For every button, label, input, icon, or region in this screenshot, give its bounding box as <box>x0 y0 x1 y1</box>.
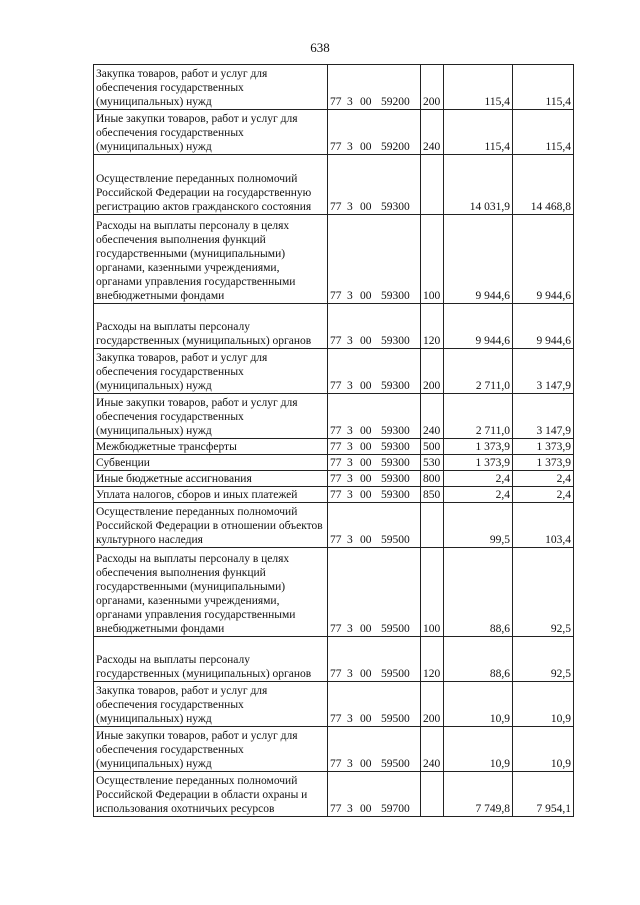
row-amount-year1: 88,6 <box>444 637 513 682</box>
row-name-cell <box>94 727 328 772</box>
code-direction: 59200 <box>381 96 410 108</box>
row-amount-year2: 115,4 <box>513 65 574 110</box>
table-row <box>94 439 574 455</box>
row-name-cell <box>94 215 328 304</box>
table-row <box>94 65 574 110</box>
row-name-cell <box>94 637 328 682</box>
row-name-cell <box>94 471 328 487</box>
row-amount-year2: 14 468,8 <box>513 155 574 215</box>
row-name: Расходы на выплаты персоналу в целях обеспечения выполнения функций государственными (муниципальными) органами, казенными учреждениями, органами управления государственными внебюджетными фондами <box>96 553 296 635</box>
code-program: 77 <box>330 758 342 770</box>
row-name-cell <box>94 772 328 817</box>
code-subprogram: 3 <box>347 201 353 213</box>
code-direction: 59500 <box>381 668 410 680</box>
code-direction: 59200 <box>381 141 410 153</box>
row-amount-year1: 7 749,8 <box>444 772 513 817</box>
code-group: 00 <box>360 380 372 392</box>
row-code-cell <box>328 682 421 727</box>
code-group: 00 <box>360 534 372 546</box>
code-program: 77 <box>330 335 342 347</box>
row-amount-year2: 10,9 <box>513 682 574 727</box>
row-expense-type: 200 <box>421 682 444 727</box>
code-group: 00 <box>360 141 372 153</box>
row-amount-year1: 2 711,0 <box>444 349 513 394</box>
table-row <box>94 727 574 772</box>
code-group: 00 <box>360 758 372 770</box>
row-name: Межбюджетные трансферты <box>96 441 237 453</box>
row-name: Иные бюджетные ассигнования <box>96 473 252 485</box>
row-code-cell <box>328 471 421 487</box>
code-group: 00 <box>360 96 372 108</box>
code-direction: 59300 <box>381 457 410 469</box>
code-group: 00 <box>360 335 372 347</box>
row-name-cell <box>94 455 328 471</box>
code-group: 00 <box>360 623 372 635</box>
row-name: Осуществление переданных полномочий Российской Федерации на государственную регистрацию актов гражданского состояния <box>96 173 312 213</box>
row-name: Иные закупки товаров, работ и услуг для обеспечения государственных (муниципальных) нужд <box>96 397 298 437</box>
row-amount-year2: 103,4 <box>513 503 574 548</box>
row-code-cell <box>328 439 421 455</box>
row-amount-year1: 99,5 <box>444 503 513 548</box>
row-expense-type: 120 <box>421 304 444 349</box>
row-code-cell <box>328 637 421 682</box>
row-code-cell <box>328 548 421 637</box>
row-name-cell <box>94 487 328 503</box>
row-expense-type: 120 <box>421 637 444 682</box>
code-group: 00 <box>360 489 372 501</box>
code-subprogram: 3 <box>347 489 353 501</box>
table-row <box>94 394 574 439</box>
code-subprogram: 3 <box>347 534 353 546</box>
row-name: Закупка товаров, работ и услуг для обеспечения государственных (муниципальных) нужд <box>96 68 268 108</box>
row-expense-type: 100 <box>421 215 444 304</box>
row-expense-type <box>421 503 444 548</box>
budget-table <box>93 64 574 817</box>
code-subprogram: 3 <box>347 441 353 453</box>
row-name: Иные закупки товаров, работ и услуг для обеспечения государственных (муниципальных) нужд <box>96 730 298 770</box>
code-direction: 59300 <box>381 489 410 501</box>
code-subprogram: 3 <box>347 425 353 437</box>
row-expense-type: 240 <box>421 727 444 772</box>
code-direction: 59700 <box>381 803 410 815</box>
row-amount-year1: 9 944,6 <box>444 304 513 349</box>
row-amount-year2: 1 373,9 <box>513 455 574 471</box>
row-amount-year1: 1 373,9 <box>444 439 513 455</box>
code-group: 00 <box>360 201 372 213</box>
row-code-cell <box>328 394 421 439</box>
row-name-cell <box>94 439 328 455</box>
row-code-cell <box>328 772 421 817</box>
code-group: 00 <box>360 425 372 437</box>
row-expense-type <box>421 155 444 215</box>
code-program: 77 <box>330 380 342 392</box>
code-subprogram: 3 <box>347 758 353 770</box>
row-amount-year2: 1 373,9 <box>513 439 574 455</box>
row-expense-type: 240 <box>421 394 444 439</box>
code-program: 77 <box>330 425 342 437</box>
row-expense-type: 500 <box>421 439 444 455</box>
code-direction: 59500 <box>381 534 410 546</box>
row-code-cell <box>328 727 421 772</box>
code-program: 77 <box>330 489 342 501</box>
row-name: Осуществление переданных полномочий Российской Федерации в отношении объектов культурного наследия <box>96 506 323 546</box>
row-expense-type <box>421 772 444 817</box>
code-program: 77 <box>330 713 342 725</box>
row-amount-year2: 3 147,9 <box>513 349 574 394</box>
code-direction: 59300 <box>381 473 410 485</box>
code-subprogram: 3 <box>347 290 353 302</box>
row-amount-year1: 14 031,9 <box>444 155 513 215</box>
table-row <box>94 772 574 817</box>
code-direction: 59300 <box>381 425 410 437</box>
table-row <box>94 215 574 304</box>
table-row <box>94 155 574 215</box>
row-expense-type: 240 <box>421 110 444 155</box>
row-name-cell <box>94 394 328 439</box>
row-code-cell <box>328 349 421 394</box>
row-name: Уплата налогов, сборов и иных платежей <box>96 489 298 501</box>
row-name: Расходы на выплаты персоналу государственных (муниципальных) органов <box>96 321 312 347</box>
code-program: 77 <box>330 623 342 635</box>
code-program: 77 <box>330 534 342 546</box>
row-name: Закупка товаров, работ и услуг для обеспечения государственных (муниципальных) нужд <box>96 685 268 725</box>
row-name: Расходы на выплаты персоналу в целях обеспечения выполнения функций государственными (муниципальными) органами, казенными учреждениями, органами управления государственными внебюджетными фондами <box>96 220 296 302</box>
code-program: 77 <box>330 201 342 213</box>
row-name-cell <box>94 503 328 548</box>
code-group: 00 <box>360 713 372 725</box>
table-row <box>94 455 574 471</box>
code-subprogram: 3 <box>347 96 353 108</box>
code-program: 77 <box>330 290 342 302</box>
code-program: 77 <box>330 96 342 108</box>
row-name-cell <box>94 349 328 394</box>
row-code-cell <box>328 110 421 155</box>
row-name-cell <box>94 304 328 349</box>
code-group: 00 <box>360 457 372 469</box>
row-amount-year2: 7 954,1 <box>513 772 574 817</box>
table-row <box>94 110 574 155</box>
code-subprogram: 3 <box>347 713 353 725</box>
row-expense-type: 850 <box>421 487 444 503</box>
code-group: 00 <box>360 473 372 485</box>
row-amount-year2: 92,5 <box>513 637 574 682</box>
row-name-cell <box>94 65 328 110</box>
code-program: 77 <box>330 473 342 485</box>
code-subprogram: 3 <box>347 803 353 815</box>
row-name: Субвенции <box>96 457 150 469</box>
row-name-cell <box>94 548 328 637</box>
code-direction: 59300 <box>381 290 410 302</box>
row-name-cell <box>94 110 328 155</box>
table-row <box>94 487 574 503</box>
row-amount-year1: 9 944,6 <box>444 215 513 304</box>
code-direction: 59300 <box>381 201 410 213</box>
row-amount-year1: 2,4 <box>444 487 513 503</box>
row-name: Закупка товаров, работ и услуг для обеспечения государственных (муниципальных) нужд <box>96 352 268 392</box>
row-amount-year1: 115,4 <box>444 65 513 110</box>
table-row <box>94 548 574 637</box>
row-code-cell <box>328 503 421 548</box>
page-number: 638 <box>310 40 330 55</box>
row-code-cell <box>328 455 421 471</box>
row-expense-type: 800 <box>421 471 444 487</box>
table-row <box>94 637 574 682</box>
row-name-cell <box>94 155 328 215</box>
table-row <box>94 304 574 349</box>
code-subprogram: 3 <box>347 335 353 347</box>
code-group: 00 <box>360 803 372 815</box>
code-subprogram: 3 <box>347 623 353 635</box>
code-direction: 59500 <box>381 713 410 725</box>
row-name: Иные закупки товаров, работ и услуг для обеспечения государственных (муниципальных) нужд <box>96 113 298 153</box>
row-amount-year2: 2,4 <box>513 487 574 503</box>
code-program: 77 <box>330 668 342 680</box>
code-group: 00 <box>360 441 372 453</box>
code-program: 77 <box>330 457 342 469</box>
row-expense-type: 530 <box>421 455 444 471</box>
row-amount-year2: 10,9 <box>513 727 574 772</box>
table-row <box>94 349 574 394</box>
row-amount-year2: 2,4 <box>513 471 574 487</box>
code-program: 77 <box>330 441 342 453</box>
table-row <box>94 503 574 548</box>
row-amount-year1: 2 711,0 <box>444 394 513 439</box>
code-program: 77 <box>330 141 342 153</box>
row-amount-year1: 10,9 <box>444 682 513 727</box>
code-group: 00 <box>360 668 372 680</box>
table-row <box>94 682 574 727</box>
row-name-cell <box>94 682 328 727</box>
code-subprogram: 3 <box>347 668 353 680</box>
code-subprogram: 3 <box>347 380 353 392</box>
code-program: 77 <box>330 803 342 815</box>
row-expense-type: 100 <box>421 548 444 637</box>
row-code-cell <box>328 65 421 110</box>
row-code-cell <box>328 487 421 503</box>
row-code-cell <box>328 215 421 304</box>
row-expense-type: 200 <box>421 65 444 110</box>
code-subprogram: 3 <box>347 457 353 469</box>
code-direction: 59300 <box>381 335 410 347</box>
budget-table-body <box>94 65 574 817</box>
code-subprogram: 3 <box>347 141 353 153</box>
row-amount-year2: 115,4 <box>513 110 574 155</box>
code-direction: 59300 <box>381 441 410 453</box>
code-group: 00 <box>360 290 372 302</box>
row-amount-year2: 92,5 <box>513 548 574 637</box>
code-direction: 59500 <box>381 623 410 635</box>
table-row <box>94 471 574 487</box>
row-code-cell <box>328 155 421 215</box>
row-amount-year1: 115,4 <box>444 110 513 155</box>
row-amount-year1: 88,6 <box>444 548 513 637</box>
row-name: Расходы на выплаты персоналу государственных (муниципальных) органов <box>96 654 312 680</box>
code-direction: 59300 <box>381 380 410 392</box>
row-amount-year2: 3 147,9 <box>513 394 574 439</box>
row-name: Осуществление переданных полномочий Российской Федерации в области охраны и использования охотничьих ресурсов <box>96 775 308 815</box>
code-direction: 59500 <box>381 758 410 770</box>
row-amount-year2: 9 944,6 <box>513 215 574 304</box>
row-amount-year2: 9 944,6 <box>513 304 574 349</box>
row-amount-year1: 2,4 <box>444 471 513 487</box>
code-subprogram: 3 <box>347 473 353 485</box>
row-expense-type: 200 <box>421 349 444 394</box>
row-code-cell <box>328 304 421 349</box>
row-amount-year1: 1 373,9 <box>444 455 513 471</box>
row-amount-year1: 10,9 <box>444 727 513 772</box>
